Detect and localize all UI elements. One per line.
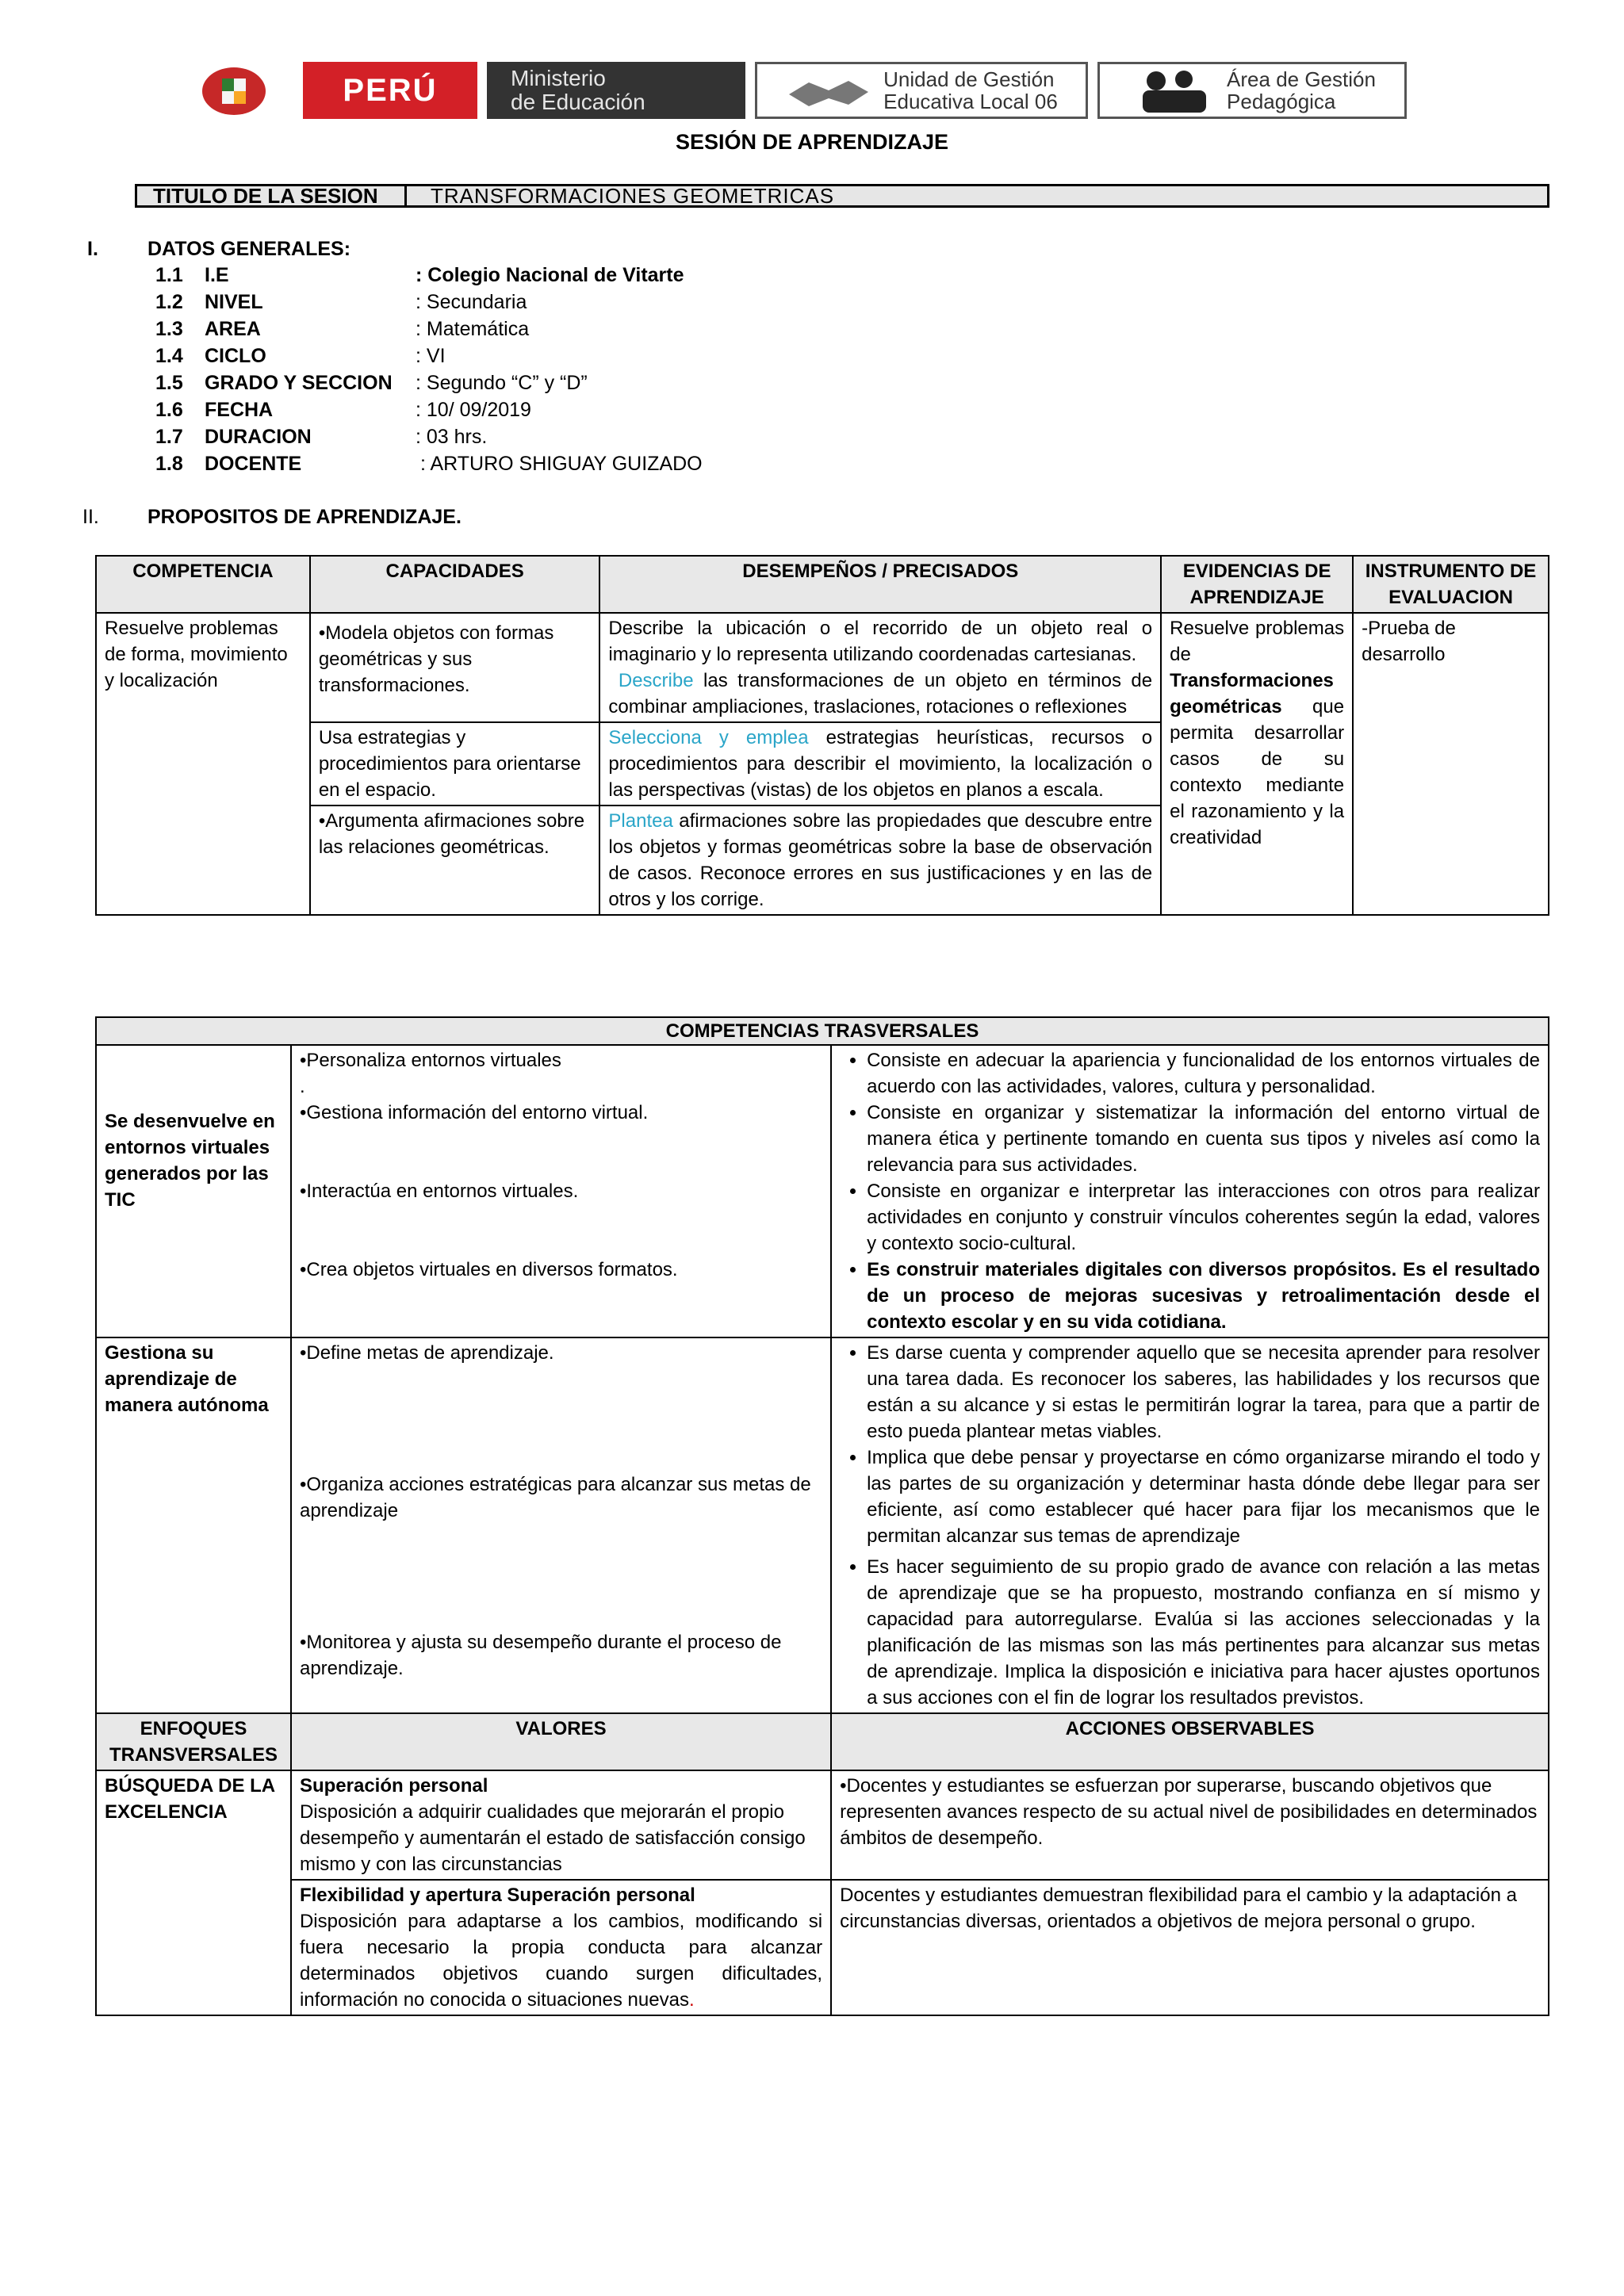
session-title-value: TRANSFORMACIONES GEOMETRICAS: [431, 183, 835, 208]
header-cell: COMPETENCIA: [96, 556, 310, 613]
desempeno-verb: Plantea: [608, 810, 673, 832]
area-gestion-logo: Área de Gestión Pedagógica: [1097, 62, 1407, 119]
table-row: [96, 1045, 1549, 1337]
row-label: FECHA: [205, 399, 274, 421]
row-num: 1.3: [155, 318, 183, 340]
list-item: • Es construir materiales digitales con diversos propósitos. Es el resultado de un proceso de mejoras sucesivas y retroalimentación desde el contexto escolar y en su vida cotidiana.: [867, 1257, 1540, 1335]
section-number-2: II.: [82, 506, 99, 528]
table-row: [96, 1337, 1549, 1713]
list-item: • Implica que debe pensar y proyectarse en cómo organizarse mirando el todo y las partes de su organización y determinar hasta dónde debe llegar para ser eficiente, así como establecer qué hacer para fijar los mecanismos que le permitan alcanzar sus temas de aprendizaje: [867, 1445, 1540, 1549]
row-num: 1.2: [155, 291, 183, 313]
desempeno-text: estrategias heurísticas, recursos o procedimientos para describir el movimiento, la localización o las perspectivas (vistas) de los objetos en planos a escala.: [608, 727, 1153, 801]
purposes-table: [95, 555, 1549, 916]
table-row: [96, 1770, 1549, 1880]
desempeno-verb: Describe: [618, 670, 694, 691]
table-header-row: [96, 1713, 1549, 1770]
header-cell: COMPETENCIAS TRASVERSALES: [96, 1017, 1549, 1045]
row-value: : Colegio Nacional de Vitarte: [416, 264, 684, 286]
row-value: : 03 hrs.: [416, 426, 488, 448]
capacidad-item: •Monitorea y ajusta su desempeño durante el proceso de aprendizaje.: [299, 1632, 782, 1679]
capacidad-item: •Personaliza entornos virtuales: [299, 1050, 561, 1071]
valor-text: Disposición a adquirir cualidades que mejorarán el propio desempeño y aumentarán el estado de satisfacción consigo mismo y con las circunstancias: [299, 1801, 806, 1875]
evidencia-bold: Transformaciones geométricas: [1170, 670, 1334, 718]
capacidad-item: •Crea objetos virtuales en diversos formatos.: [299, 1259, 678, 1280]
peru-shield-icon: [174, 62, 293, 119]
competencia-cell: Se desenvuelve en entornos virtuales generados por las TIC: [96, 1045, 291, 1337]
capacidad-item: •Organiza acciones estratégicas para alcanzar sus metas de aprendizaje: [299, 1474, 811, 1521]
row-label: CICLO: [205, 345, 266, 367]
competencia-cell: Resuelve problemas de forma, movimiento y localización: [96, 613, 310, 915]
desempeno-cell: [599, 722, 1161, 806]
valor-end: .: [688, 1989, 695, 2011]
header-logos: [174, 62, 1411, 119]
capacidades-cell: [291, 1337, 831, 1713]
header-cell: INSTRUMENTO DE EVALUACION: [1353, 556, 1549, 613]
competencia-cell: Gestiona su aprendizaje de manera autónoma: [96, 1337, 291, 1713]
desempeno-text: las transformaciones de un objeto en términos de combinar ampliaciones, traslaciones, rotaciones o reflexiones: [608, 670, 1153, 718]
section-heading-general: DATOS GENERALES:: [147, 238, 351, 260]
capacidad-item: •Gestiona información del entorno virtual.: [299, 1102, 649, 1123]
capacidad-item: •Interactúa en entornos virtuales.: [299, 1181, 579, 1202]
descripcion-cell: [831, 1045, 1549, 1337]
valor-cell: [291, 1770, 831, 1880]
instrumento-cell: -Prueba de desarrollo: [1353, 613, 1549, 915]
enfoque-cell: BÚSQUEDA DE LA EXCELENCIA: [96, 1770, 291, 2015]
list-item: • Consiste en organizar y sistematizar la información del entorno virtual de manera ética y pertinente tomando en cuenta sus tipos y niveles así como la relevancia para sus actividades.: [867, 1100, 1540, 1178]
row-num: 1.5: [155, 372, 183, 394]
desempeno-text: afirmaciones sobre las propiedades que descubre entre los objetos y formas geométricas sobre la base de observación de casos. Reconoce errores en sus justificaciones y en las de otros y los corrige.: [608, 810, 1153, 910]
list-item: • Es hacer seguimiento de su propio grado de avance con relación a las metas de aprendizaje que se ha propuesto, mostrando confianza en sí mismo y capacidad para autorregularse. Evalúa si las acciones seleccionadas y la planificación de las mismas son las más pertinentes para alcanzar sus metas de aprendizaje. Implica la disposición e iniciativa para hacer ajustes oportunos a sus acciones con el fin de lograr los resultados previstos.: [867, 1554, 1540, 1711]
table-header-row: [96, 556, 1549, 613]
peru-logo: PERÚ: [303, 62, 477, 119]
descripcion-cell: [831, 1337, 1549, 1713]
header-cell: DESEMPEÑOS / PRECISADOS: [599, 556, 1161, 613]
row-label: GRADO Y SECCION: [205, 372, 393, 394]
valor-title: Superación personal: [299, 1775, 488, 1797]
table-row: [96, 1880, 1549, 2015]
row-value: : Segundo “C” y “D”: [416, 372, 588, 394]
section-number-1: I.: [87, 238, 98, 260]
capacidad-dot: .: [299, 1076, 305, 1097]
capacidades-cell: [291, 1045, 831, 1337]
table-header-row: [96, 1017, 1549, 1045]
capacidad-cell: •Argumenta afirmaciones sobre las relaciones geométricas.: [310, 806, 600, 915]
session-title-box: [135, 184, 1549, 208]
valor-text: Disposición para adaptarse a los cambios, modificando si fuera necesario la propia conducta para alcanzar determinados objetivos cuando surgen dificultades, información no conocida o situaciones nuevas: [299, 1911, 823, 2011]
minedu-logo: Ministerio de Educación: [487, 62, 745, 119]
desempeno-verb: Selecciona y emplea: [608, 727, 809, 748]
desempeno-text: Describe la ubicación o el recorrido de un objeto real o imaginario y lo representa utilizando coordenadas cartesianas.: [608, 618, 1153, 665]
capacidad-cell: •Modela objetos con formas geométricas y sus transformaciones.: [310, 613, 600, 722]
evidencia-text: que permita desarrollar casos de su contexto mediante el razonamiento y la creatividad: [1170, 696, 1345, 848]
handshake-icon: [785, 67, 872, 114]
evidencia-text: Resuelve problemas de: [1170, 618, 1345, 665]
session-title-label: TITULO DE LA SESION: [137, 186, 407, 205]
header-cell: VALORES: [291, 1713, 831, 1770]
evidencia-cell: [1161, 613, 1353, 915]
accion-cell: •Docentes y estudiantes se esfuerzan por superarse, buscando objetivos que representen avances respecto de su actual nivel de posibilidades en determinados ámbitos de desempeño.: [831, 1770, 1549, 1880]
row-label: DURACION: [205, 426, 312, 448]
header-cell: CAPACIDADES: [310, 556, 600, 613]
valor-title: Flexibilidad y apertura Superación personal: [299, 1885, 695, 1906]
row-num: 1.1: [155, 264, 183, 286]
row-label: AREA: [205, 318, 261, 340]
desempeno-cell: [599, 806, 1161, 915]
list-item: • Consiste en organizar e interpretar las interacciones con otros para realizar actividades en conjunto y construir vínculos coherentes según la edad, valores y contexto socio-cultural.: [867, 1178, 1540, 1257]
row-num: 1.7: [155, 426, 183, 448]
row-value: : 10/ 09/2019: [416, 399, 531, 421]
header-cell: EVIDENCIAS DE APRENDIZAJE: [1161, 556, 1353, 613]
document-title: SESIÓN DE APRENDIZAJE: [675, 130, 949, 154]
row-label: NIVEL: [205, 291, 263, 313]
header-cell: ENFOQUES TRANSVERSALES: [96, 1713, 291, 1770]
capacidad-item: •Define metas de aprendizaje.: [299, 1342, 554, 1364]
valor-cell: [291, 1880, 831, 2015]
people-icon: [1128, 67, 1216, 114]
row-num: 1.6: [155, 399, 183, 421]
row-num: 1.4: [155, 345, 183, 367]
row-label: DOCENTE: [205, 453, 302, 475]
row-label: I.E: [205, 264, 229, 286]
list-item: • Es darse cuenta y comprender aquello que se necesita aprender para resolver una tarea dada. Es reconocer los saberes, las habilidades y los recursos que están a su alcance y si estas le permitirán lograr la tarea, para que a partir de esto pueda plantear metas viables.: [867, 1340, 1540, 1445]
ugel-logo: Unidad de Gestión Educativa Local 06: [755, 62, 1088, 119]
row-value: : Secundaria: [416, 291, 527, 313]
row-value: : ARTURO SHIGUAY GUIZADO: [420, 453, 703, 475]
table-row: [96, 613, 1549, 722]
desempeno-cell: [599, 613, 1161, 722]
row-value: : VI: [416, 345, 446, 367]
capacidad-cell: Usa estrategias y procedimientos para orientarse en el espacio.: [310, 722, 600, 806]
accion-cell: Docentes y estudiantes demuestran flexibilidad para el cambio y la adaptación a circunstancias diversas, orientados a objetivos de mejora personal o grupo.: [831, 1880, 1549, 2015]
list-item: • Consiste en adecuar la apariencia y funcionalidad de los entornos virtuales de acuerdo con las actividades, valores, cultura y personalidad.: [867, 1047, 1540, 1100]
transversal-table: [95, 1016, 1549, 2016]
row-value: : Matemática: [416, 318, 530, 340]
row-num: 1.8: [155, 453, 183, 475]
header-cell: ACCIONES OBSERVABLES: [831, 1713, 1549, 1770]
section-heading-purposes: PROPOSITOS DE APRENDIZAJE.: [147, 506, 462, 528]
